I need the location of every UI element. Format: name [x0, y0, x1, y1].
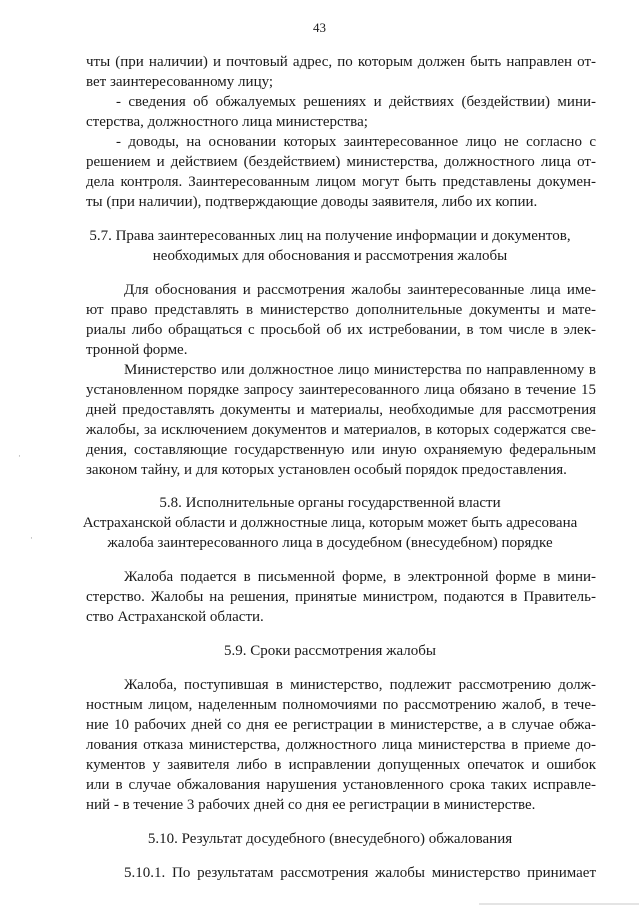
body-text-line: чты (при наличии) и почтовый адрес, по которым должен быть направлен от-	[86, 54, 596, 70]
body-text-line: лования отказа министерства, должностного лица министерства в приеме до-	[86, 737, 596, 753]
body-text-line: ностным лицом, наделенным полномочиями по рассмотрению жалоб, в тече-	[86, 697, 596, 713]
body-text-line: Для обоснования и рассмотрения жалобы заинтересованные лица име-	[124, 282, 596, 298]
section-heading: 5.8. Исполнительные органы государственной власти	[159, 495, 501, 511]
section-heading: жалоба заинтересованного лица в досудебном (внесудебном) порядке	[107, 535, 553, 551]
body-text-line: риалы либо обращаться с просьбой об их истребовании, в том числе в элек-	[86, 322, 596, 338]
body-text-line: вет заинтересованному лицу;	[86, 74, 274, 90]
body-text-line: дней предоставлять документы и материалы, необходимые для рассмотрения	[86, 402, 596, 418]
section-heading: 5.7. Права заинтересованных лиц на получение информации и документов,	[89, 228, 571, 244]
scan-mark: ·	[18, 452, 21, 462]
body-text-line: Министерство или должностное лицо министерства по направленному в	[124, 362, 596, 378]
body-text-line: Жалоба, поступившая в министерство, подлежит рассмотрению долж-	[124, 677, 596, 693]
section-heading: Астраханской области и должностные лица, которым может быть адресована	[82, 515, 578, 531]
body-text-line: жалобы, за исключением документов и материалов, в которых содержатся све-	[86, 422, 596, 438]
body-text-line: ний - в течение 3 рабочих дней со дня ее регистрации в министерстве.	[86, 797, 536, 813]
body-text-line: дения, составляющие государственную или иную охраняемую федеральным	[86, 442, 596, 458]
section-heading: 5.10. Результат досудебного (внесудебного) обжалования	[147, 831, 513, 847]
body-text-line: установленном порядке запросу заинтересованного лица обязано в течение 15	[86, 382, 596, 398]
body-text-line: ты (при наличии), подтверждающие доводы заявителя, либо их копии.	[86, 194, 538, 210]
body-text-line: или в случае обжалования нарушения установленного срока таких исправле-	[86, 777, 596, 793]
page-number: 43	[313, 20, 326, 35]
body-text-line: стерство. Жалобы на решения, принятые министром, подаются в Правитель-	[86, 589, 596, 605]
body-text-line: тронной форме.	[86, 342, 188, 358]
body-text-line: законом тайну, и для которых установлен особый порядок предоставления.	[86, 462, 567, 478]
body-text-line: стерства, должностного лица министерства;	[86, 114, 368, 130]
body-text-line: кументов у заявителя либо в исправлении допущенных опечаток и ошибок	[86, 757, 596, 773]
scan-mark: ·	[30, 534, 33, 544]
body-text-line: дела контроля. Заинтересованным лицом могут быть представлены докумен-	[86, 174, 596, 190]
body-text-line: ство Астраханской области.	[86, 609, 264, 625]
body-text-line: - доводы, на основании которых заинтересованное лицо не согласно с	[116, 134, 596, 150]
body-text-line: 5.10.1. По результатам рассмотрения жалобы министерство принимает	[124, 865, 596, 881]
body-text-line: ют право представлять в министерство дополнительные документы и мате-	[86, 302, 596, 318]
body-text-line: решением и действием (бездействием) министерства, должностного лица от-	[86, 154, 596, 170]
section-heading: необходимых для обоснования и рассмотрения жалобы	[152, 248, 508, 264]
body-text-line: ние 10 рабочих дней со дня ее регистрации в министерстве, а в случае обжа-	[86, 717, 596, 733]
body-text-line: Жалоба подается в письменной форме, в электронной форме в мини-	[124, 569, 596, 585]
section-heading: 5.9. Сроки рассмотрения жалобы	[223, 643, 437, 659]
body-text-line: - сведения об обжалуемых решениях и действиях (бездействии) мини-	[116, 94, 596, 110]
